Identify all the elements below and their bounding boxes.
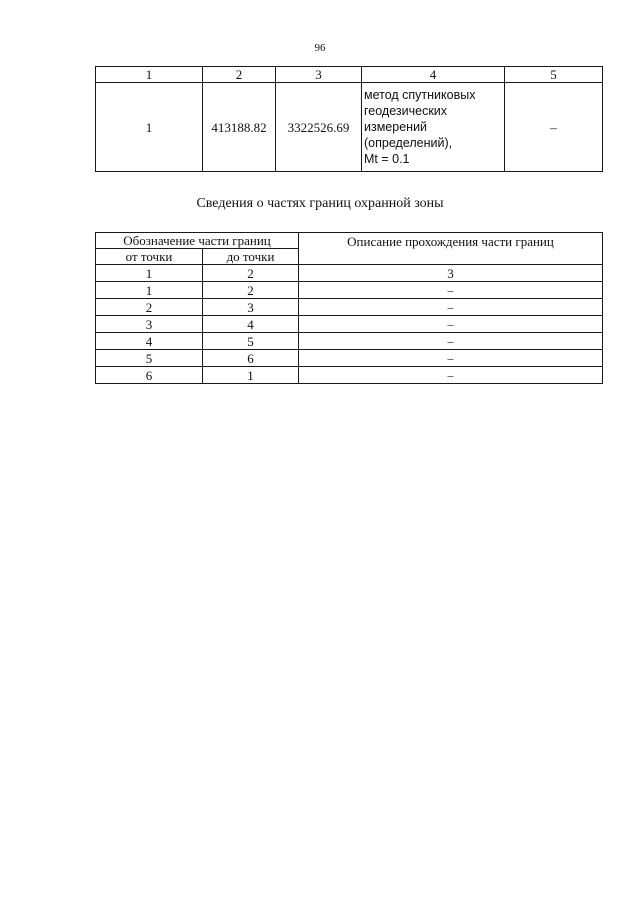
header-boundary-designation: Обозначение части границ [96,233,299,249]
method-line: метод спутниковых [364,88,476,102]
from-point: 1 [96,282,203,299]
from-point: 6 [96,367,203,384]
point-number: 1 [96,83,203,172]
header-from-point: от точки [96,249,203,265]
column-number: 2 [203,265,299,282]
column-number: 5 [505,67,603,83]
method-line: геодезических [364,104,448,118]
table-header-row [96,233,603,249]
column-number: 2 [203,67,276,83]
part-description: – [299,282,603,299]
from-point: 3 [96,316,203,333]
coordinate-y: 3322526.69 [276,83,362,172]
to-point: 6 [203,350,299,367]
part-description: – [299,299,603,316]
from-point: 4 [96,333,203,350]
table-row [96,367,603,384]
table-row [96,282,603,299]
from-point: 2 [96,299,203,316]
part-description: – [299,333,603,350]
coordinates-table [95,66,603,172]
column-number-row [96,265,603,282]
column-number: 4 [362,67,505,83]
section-title: Сведения о частях границ охранной зоны [196,196,444,211]
method-line: измерений [364,120,428,134]
to-point: 2 [203,282,299,299]
table-row [96,316,603,333]
to-point: 1 [203,367,299,384]
header-description: Описание прохождения части границ [299,233,603,265]
from-point: 5 [96,350,203,367]
part-description: – [299,316,603,333]
column-number: 1 [96,67,203,83]
to-point: 4 [203,316,299,333]
to-point: 3 [203,299,299,316]
to-point: 5 [203,333,299,350]
method-cell [362,83,505,172]
column-number: 3 [299,265,603,282]
part-description: – [299,367,603,384]
column-number: 1 [96,265,203,282]
table-row [96,350,603,367]
header-to-point: до точки [203,249,299,265]
method-line: (определений), [364,136,453,150]
coordinate-x: 413188.82 [203,83,276,172]
point-description: – [505,83,603,172]
page-number: 96 [314,42,326,54]
table-row [96,299,603,316]
part-description: – [299,350,603,367]
table-row [96,333,603,350]
method-line: Mt = 0.1 [364,152,410,166]
column-number: 3 [276,67,362,83]
boundary-parts-table [95,232,603,384]
table-header-row [96,67,603,83]
table-row [96,83,603,172]
